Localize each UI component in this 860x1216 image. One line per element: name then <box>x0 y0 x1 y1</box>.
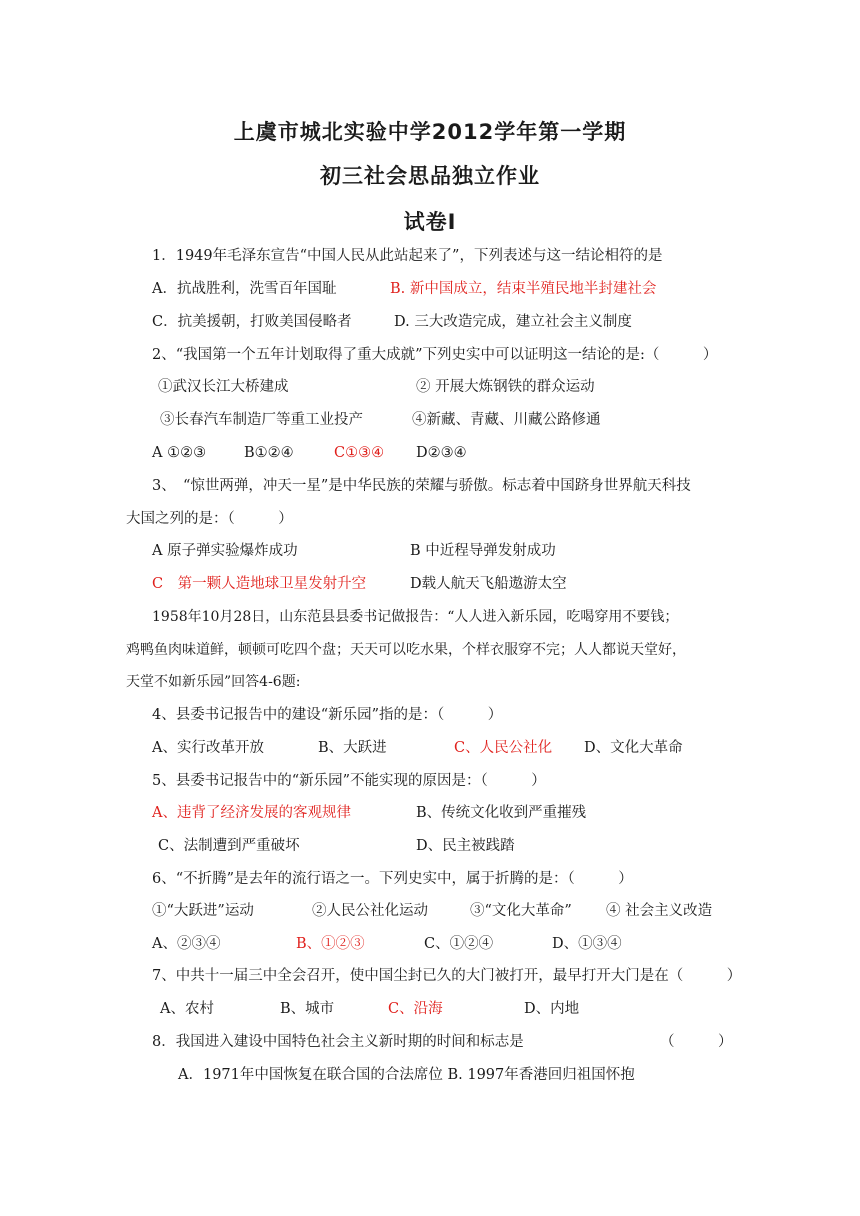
q3-stem-line1: 3、 “惊世两弹，冲天一星”是中华民族的荣耀与骄傲。标志着中国跻身世界航天科技 <box>152 478 691 494</box>
q7-stem: 7、中共十一届三中全会召开，使中国尘封已久的大门被打开，最早打开大门是在（ ） <box>152 968 742 984</box>
q2-options <box>152 443 752 463</box>
material-line-1: 1958年10月28日，山东范县县委书记做报告：“人人进入新乐园，吃喝穿用不要钱； <box>152 609 679 625</box>
q8-stem: 8．我国进入建设中国特色社会主义新时期的时间和标志是 <box>152 1034 524 1050</box>
q6-statement-4: ④ 社会主义改造 <box>606 903 713 919</box>
q3-option-b: B 中近程导弹发射成功 <box>410 543 556 559</box>
q6-option-a: A、②③④ <box>152 936 221 952</box>
q2-option-a: A ①②③ <box>152 445 207 461</box>
q6-statement-1: ①“大跃进”运动 <box>152 903 254 919</box>
q1-option-b: B. 新中国成立，结束半殖民地半封建社会 <box>390 281 657 297</box>
q2-statement-4: ④新藏、青藏、川藏公路修通 <box>412 412 601 428</box>
q1-option-c: C．抗美援朝，打败美国侵略者 <box>152 314 352 330</box>
q8-stem-row <box>152 1032 752 1052</box>
q4-option-b: B、大跃进 <box>318 740 387 756</box>
q2-statements-row1 <box>158 377 758 397</box>
q7-option-d: D、内地 <box>524 1001 580 1017</box>
q6-statements <box>152 901 772 921</box>
q2-stem: 2、“我国第一个五年计划取得了重大成就”下列史实中可以证明这一结论的是:（ ） <box>152 347 718 363</box>
q7-option-c: C、沿海 <box>388 1001 443 1017</box>
subject-title: 初三社会思品独立作业 <box>320 164 540 188</box>
q2-statements-row2 <box>160 410 760 430</box>
q5-option-b: B、传统文化收到严重摧残 <box>416 805 587 821</box>
q1-stem: 1．1949年毛泽东宣告“中国人民从此站起来了”，下列表述与这一结论相符的是 <box>152 248 663 264</box>
q6-options <box>152 934 752 954</box>
q2-option-d: D②③④ <box>416 445 467 461</box>
q2-option-b: B①②④ <box>244 445 294 461</box>
q6-statement-3: ③“文化大革命” <box>470 903 572 919</box>
q3-option-a: A 原子弹实验爆炸成功 <box>152 543 298 559</box>
school-title: 上虞市城北实验中学2012学年第一学期 <box>233 120 627 144</box>
q7-options <box>160 999 760 1019</box>
q5-option-d: D、民主被践踏 <box>416 838 515 854</box>
q8-answer-paren: （ ） <box>660 1034 733 1050</box>
q8-options-ab: A．1971年中国恢复在联合国的合法席位 B. 1997年香港回归祖国怀抱 <box>178 1067 635 1083</box>
q2-statement-3: ③长春汽车制造厂等重工业投产 <box>160 412 363 428</box>
q4-option-d: D、文化大革命 <box>584 740 683 756</box>
q4-options <box>152 738 752 758</box>
q6-option-d: D、①③④ <box>552 936 622 952</box>
q2-statement-2: ② 开展大炼钢铁的群众运动 <box>416 379 595 395</box>
q3-option-c: C 第一颗人造地球卫星发射升空 <box>152 576 367 592</box>
q4-option-a: A、实行改革开放 <box>152 740 264 756</box>
q5-options-row2 <box>158 836 758 856</box>
material-line-3: 天堂不如新乐园”回答4-6题: <box>126 674 301 690</box>
q7-option-b: B、城市 <box>280 1001 335 1017</box>
q6-option-b: B、①②③ <box>296 936 365 952</box>
q5-stem: 5、县委书记报告中的“新乐园”不能实现的原因是：（ ） <box>152 773 546 789</box>
q5-options-row1 <box>152 803 752 823</box>
q7-option-a: A、农村 <box>160 1001 214 1017</box>
q2-statement-1: ①武汉长江大桥建成 <box>158 379 289 395</box>
paper-title: 试卷Ⅰ <box>403 210 457 234</box>
q3-stem-line2: 大国之列的是：（ ） <box>126 511 293 527</box>
q1-option-a: A．抗战胜利，洗雪百年国耻 <box>152 281 337 297</box>
q6-option-c: C、①②④ <box>424 936 494 952</box>
q5-option-a: A、违背了经济发展的客观规律 <box>152 805 351 821</box>
material-line-2: 鸡鸭鱼肉味道鲜，顿顿可吃四个盘；天天可以吃水果，个样衣服穿不完；人人都说天堂好， <box>126 642 686 658</box>
q1-options-row2 <box>152 312 792 332</box>
q1-options-row1 <box>152 279 792 299</box>
q1-option-d: D. 三大改造完成，建立社会主义制度 <box>394 314 632 330</box>
q3-options-row1 <box>152 541 752 561</box>
q6-statement-2: ②人民公社化运动 <box>312 903 428 919</box>
q5-option-c: C、法制遭到严重破坏 <box>158 838 300 854</box>
q2-option-c: C①③④ <box>334 445 385 461</box>
q3-option-d: D载人航天飞船遨游太空 <box>410 576 567 592</box>
q3-options-row2 <box>152 574 752 594</box>
q4-stem: 4、县委书记报告中的建设“新乐园”指的是：（ ） <box>152 707 503 723</box>
q4-option-c: C、人民公社化 <box>454 740 553 756</box>
q6-stem: 6、“不折腾”是去年的流行语之一。下列史实中，属于折腾的是：（ ） <box>152 871 633 887</box>
